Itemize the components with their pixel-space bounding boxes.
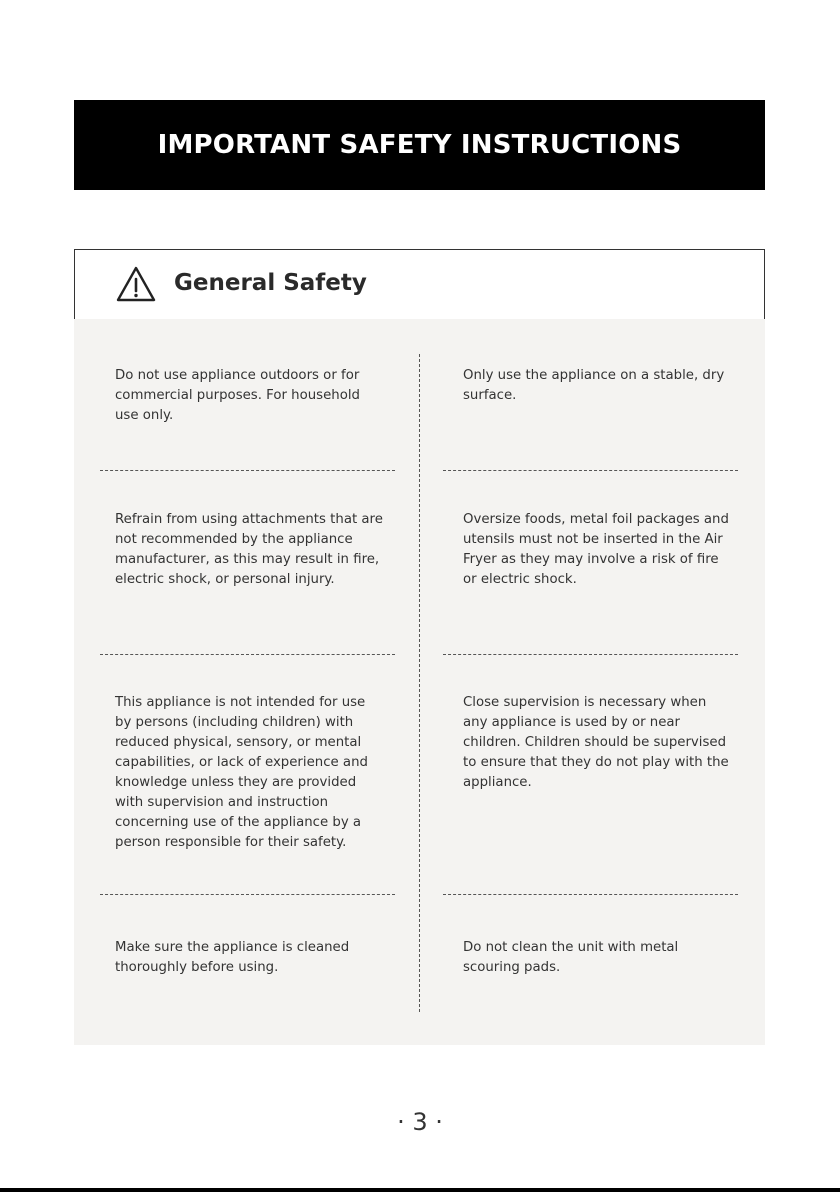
row-divider xyxy=(100,654,395,655)
row-divider xyxy=(443,894,738,895)
instruction-item: Make sure the appliance is cleaned thoroughly before using. xyxy=(115,940,350,975)
row-divider xyxy=(443,470,738,471)
warning-triangle-icon xyxy=(115,265,157,303)
section-header xyxy=(74,249,765,320)
section-title: General Safety xyxy=(174,270,367,296)
column-divider xyxy=(419,354,420,1012)
instruction-item: Do not clean the unit with metal scouring pads. xyxy=(463,940,679,975)
instruction-item: This appliance is not intended for use by persons (including children) with reduced physical, sensory, or mental capabilities, or lack of experience and knowledge unless they are provided with supervision and instruction concerning use of the appliance by a person responsible for their safety. xyxy=(115,695,368,850)
instruction-item: Do not use appliance outdoors or for commercial purposes. For household use only. xyxy=(115,368,360,423)
page-number: · 3 · xyxy=(397,1108,443,1136)
instruction-item: Oversize foods, metal foil packages and utensils must not be inserted in the Air Fryer as they may involve a risk of fire or electric shock. xyxy=(463,512,729,587)
title-banner xyxy=(74,100,765,190)
instruction-item: Refrain from using attachments that are not recommended by the appliance manufacturer, as this may result in fire, electric shock, or personal injury. xyxy=(115,512,383,587)
instruction-item: Close supervision is necessary when any appliance is used by or near children. Children should be supervised to ensure that they do not play with the appliance. xyxy=(463,695,729,790)
instruction-item: Only use the appliance on a stable, dry surface. xyxy=(463,368,725,403)
bottom-edge-line xyxy=(0,1188,840,1192)
row-divider xyxy=(443,654,738,655)
row-divider xyxy=(100,894,395,895)
page-title: IMPORTANT SAFETY INSTRUCTIONS xyxy=(157,130,682,160)
row-divider xyxy=(100,470,395,471)
